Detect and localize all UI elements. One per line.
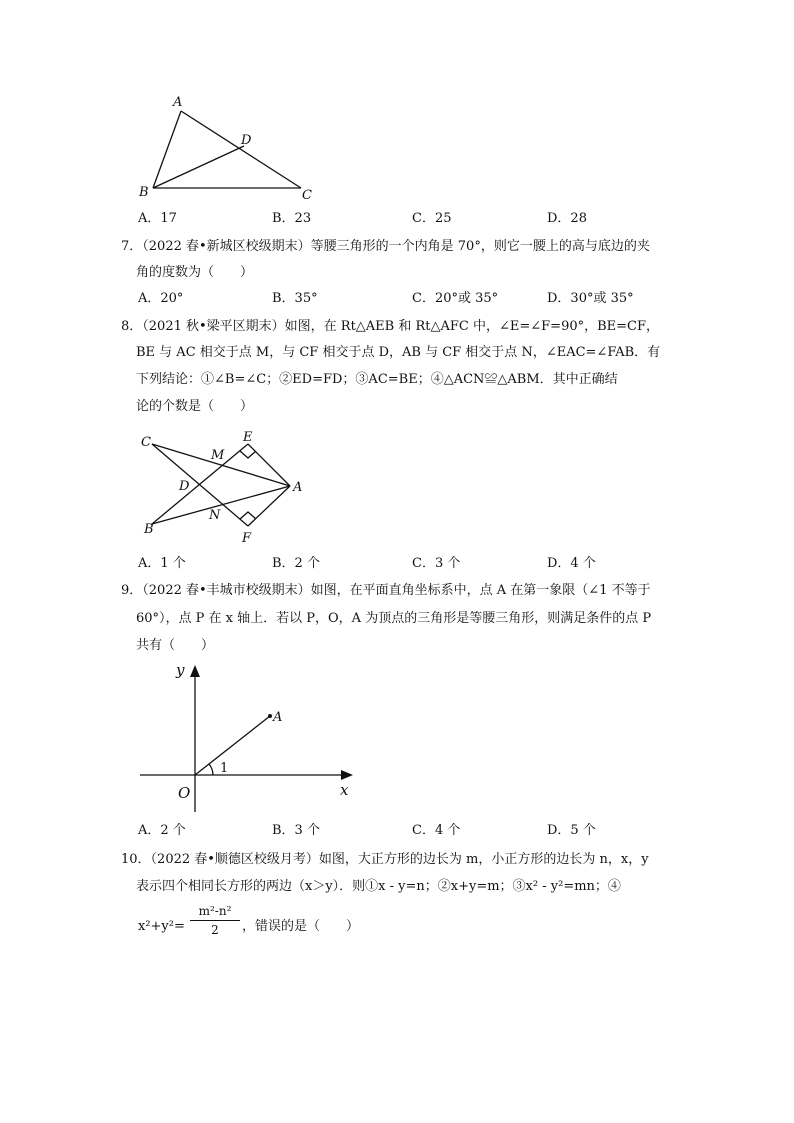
q6-option-a[interactable]: A．17 bbox=[138, 211, 177, 226]
q9-stem-line3: 共有（ ） bbox=[136, 638, 215, 653]
q8-stem-line2: BE 与 AC 相交于点 M，与 CF 相交于点 D，AB 与 CF 相交于点 N，∠EAC=∠FAB．有 bbox=[136, 345, 661, 360]
label-b: B bbox=[139, 185, 149, 200]
x-axis-arrowhead bbox=[341, 770, 353, 780]
q6-option-c[interactable]: C．25 bbox=[412, 211, 452, 226]
q8-label-a: A bbox=[293, 480, 303, 495]
q8-label-f: F bbox=[242, 531, 252, 546]
segment-oa bbox=[195, 716, 270, 775]
q10-fraction-numerator: m²-n² bbox=[198, 904, 232, 918]
q7-stem-line2: 角的度数为（ ） bbox=[136, 265, 254, 280]
label-d: D bbox=[241, 133, 252, 148]
q7-option-c[interactable]: C．20°或 35° bbox=[412, 291, 499, 306]
q9-option-b[interactable]: B．3 个 bbox=[272, 823, 320, 838]
q9-label-o: O bbox=[178, 784, 191, 802]
q8-stem-line4: 论的个数是（ ） bbox=[136, 399, 254, 414]
q10-formula-lhs: x²+y²= bbox=[138, 919, 185, 934]
q8-option-a[interactable]: A．1 个 bbox=[138, 556, 186, 571]
q8-label-d: D bbox=[179, 479, 190, 494]
q8-label-b: B bbox=[144, 522, 154, 537]
q9-option-c[interactable]: C．4 个 bbox=[412, 823, 461, 838]
q10-fraction-denominator: 2 bbox=[211, 923, 219, 937]
q7-stem-line1: 7．（2022 春•新城区校级期末）等腰三角形的一个内角是 70°，则它一腰上的高与底边的夹 bbox=[121, 239, 650, 254]
q7-option-a[interactable]: A．20° bbox=[138, 291, 184, 306]
label-a: A bbox=[173, 95, 183, 110]
q10-formula-rhs: ，错误的是（ ） bbox=[242, 919, 360, 934]
q8-label-e: E bbox=[243, 430, 253, 445]
q9-label-x: x bbox=[340, 781, 349, 799]
q10-fraction-bar bbox=[190, 920, 240, 921]
angle-1-arc bbox=[209, 764, 213, 775]
q8-stem-line3: 下列结论：①∠B=∠C；②ED=FD；③AC=BE；④△ACN≌△ABM．其中正确结 bbox=[136, 372, 618, 387]
q9-option-a[interactable]: A．2 个 bbox=[138, 823, 186, 838]
q8-stem-line1: 8．（2021 秋•梁平区期末）如图，在 Rt△AEB 和 Rt△AFC 中，∠E=∠F=90°，BE=CF， bbox=[121, 319, 660, 334]
q8-option-b[interactable]: B．2 个 bbox=[272, 556, 320, 571]
q8-option-c[interactable]: C．3 个 bbox=[412, 556, 461, 571]
q6-option-b[interactable]: B．23 bbox=[272, 211, 312, 226]
label-c: C bbox=[302, 188, 312, 203]
q7-option-d[interactable]: D．30°或 35° bbox=[547, 291, 634, 306]
point-a bbox=[268, 714, 272, 718]
q10-stem-line2: 表示四个相同长方形的两边（x＞y）．则①x - y=n；②x+y=m；③x² - y²=mn；④ bbox=[136, 879, 621, 894]
q8-label-c: C bbox=[141, 435, 151, 450]
q9-option-d[interactable]: D．5 个 bbox=[547, 823, 596, 838]
q8-option-d[interactable]: D．4 个 bbox=[547, 556, 596, 571]
q9-label-y: y bbox=[176, 661, 185, 679]
q8-label-m: M bbox=[211, 448, 225, 463]
y-axis-arrowhead bbox=[190, 665, 200, 677]
q9-stem-line2: 60°），点 P 在 x 轴上．若以 P，O，A 为顶点的三角形是等腰三角形，则满足条件的点 P bbox=[136, 611, 652, 626]
q10-stem-line1: 10．（2022 春•顺德区校级月考）如图，大正方形的边长为 m，小正方形的边长为 n，x，y bbox=[121, 852, 649, 867]
q9-stem-line1: 9．（2022 春•丰城市校级期末）如图，在平面直角坐标系中，点 A 在第一象限（∠1 不等于 bbox=[121, 583, 651, 598]
q9-label-1: 1 bbox=[220, 761, 229, 776]
q6-option-d[interactable]: D．28 bbox=[547, 211, 587, 226]
q8-label-n: N bbox=[209, 508, 221, 523]
q7-option-b[interactable]: B．35° bbox=[272, 291, 318, 306]
q9-label-a: A bbox=[273, 710, 283, 725]
